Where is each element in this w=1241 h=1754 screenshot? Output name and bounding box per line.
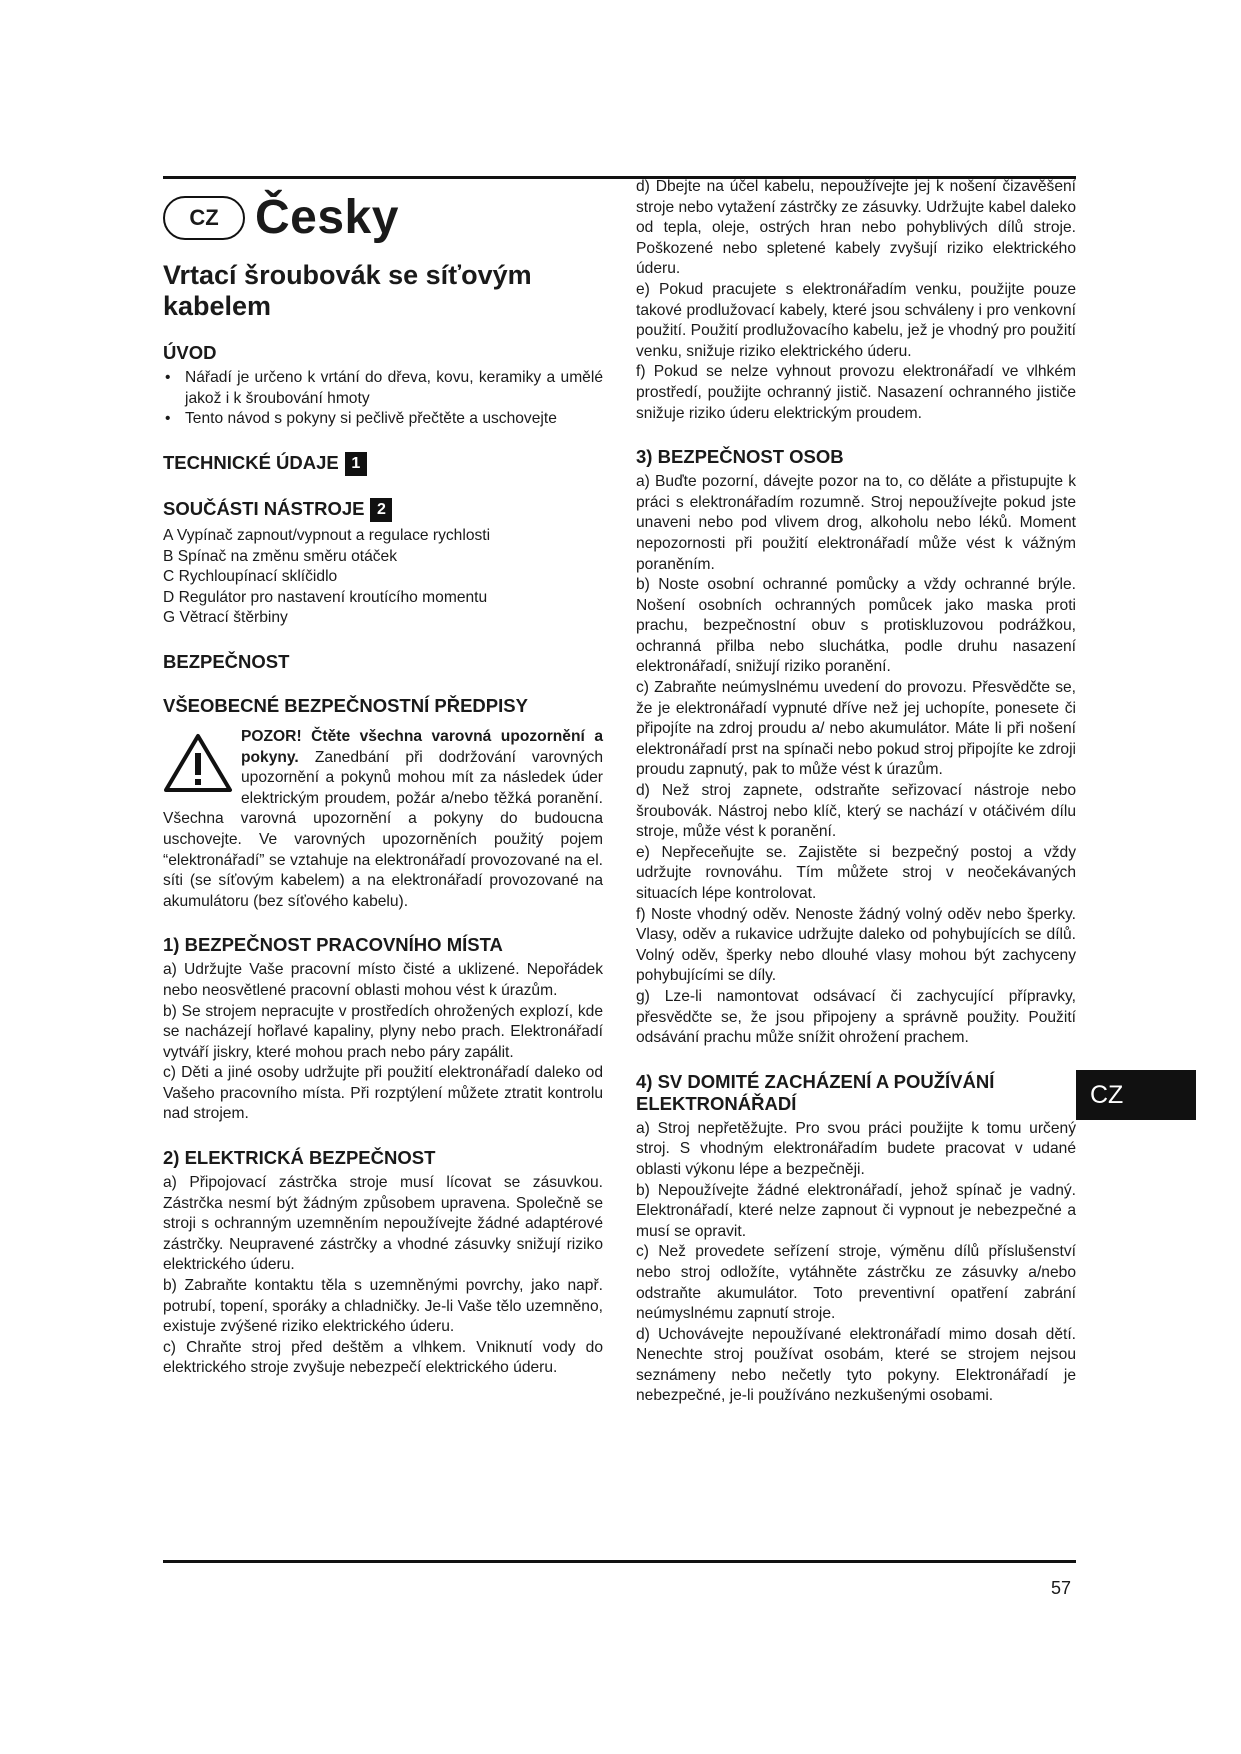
section-parts [163, 498, 603, 629]
list-item: C Rychloupínací sklíčidlo [163, 568, 338, 586]
list-item: B Spínač na změnu směru otáček [163, 547, 398, 565]
paragraph: b) Zabraňte kontaktu těla s uzemněnými povrchy, jako např. potrubí, topení, sporáky a chladničky. Je-li Vaše tělo uzemněno, existuje zvýšené riziko elektrického úderu. [163, 1277, 603, 1336]
paragraph: c) Než provedete seřízení stroje, výměnu dílů příslušenství nebo stroj odložíte, vytáhněte zástrčku ze zásuvky a/nebo odstraňte akumulátor. Toto preventivní opatření zabrání neúmyslnému zapnutí stroje. [636, 1243, 1076, 1323]
language-header [163, 190, 603, 246]
s3-heading: 3) BEZPEČNOST OSOB [636, 446, 844, 468]
section-1 [163, 934, 603, 1125]
bottom-rule [163, 1560, 1076, 1563]
paragraph: a) Stroj nepřetěžujte. Pro svou práci použijte k tomu určený stroj. S vhodným elektronářadím budete pracovat v udané oblasti výkonu lépe a bezpečněji. [636, 1119, 1076, 1178]
warning-block [163, 727, 603, 912]
uvod-heading: ÚVOD [163, 342, 217, 363]
section-2-continued [636, 177, 1076, 424]
section-4 [636, 1071, 1076, 1407]
parts-heading-text: SOUČÁSTI NÁSTROJE [163, 497, 365, 519]
section-tech [163, 452, 603, 476]
paragraph: g) Lze-li namontovat odsávací či zachycující přípravky, přesvědčte se, že jsou připojeny a správně použity. Použití odsávání prachu může snížit ohrožení prachem. [636, 987, 1076, 1047]
list-item: D Regulátor pro nastavení kroutícího momentu [163, 588, 488, 606]
warning-bold: POZOR! Čtěte všechna varovná upozornění a pokyny. [241, 727, 603, 766]
page-number: 57 [1050, 1578, 1071, 1598]
document-title: Vrtací šroubovák se síťovým kabelem [163, 260, 532, 321]
list-item: • Nářadí je určeno k vrtání do dřeva, kovu, keramiky a umělé jakož i k šroubování hmoty [163, 368, 603, 409]
language-title: Česky [255, 191, 399, 244]
uvod-list [163, 368, 603, 430]
s2-heading: 2) ELEKTRICKÁ BEZPEČNOST [163, 1147, 436, 1169]
paragraph: c) Chraňte stroj před deštěm a vlhkem. Vniknutí vody do elektrického stroje zvyšuje nebezpečí elektrického úderu. [163, 1338, 603, 1377]
paragraph: d) Dbejte na účel kabelu, nepoužívejte jej k nošení čizavěšení stroje nebo vytažení zástrčky ze zásuvky. Udržujte kabel daleko od tepla, oleje, ostrých hran nebo pohyblivých dílů stroje. Poškozené nebo spletené kabely zvyšují riziko elektrického úderu. [636, 178, 1077, 278]
figure-ref-2: 2 [370, 498, 392, 522]
warning-body: Zanedbání při dodržování varovných upozornění a pokynů mohou mít za následek úder elektrickým proudem, požár a/nebo těžká poranění. Všechna varovná upozornění a pokyny do budoucna uschovejte. Ve varovných upozorněních použitý pojem “elektronářadí” se vztahuje na elektronářadí provozované na el. síti (se síťovým kabelem) a na elektronářadí provozované na akumulátoru (bez síťového kabelu). [163, 748, 603, 910]
paragraph: e) Pokud pracujete s elektronářadím venku, použijte pouze takové prodlužovací kabely, které jsou schváleny i pro venkovní použití. Použití prodlužovacího kabelu, jež je vhodný pro použití venku, snižuje riziko elektrického úderu. [636, 280, 1076, 360]
paragraph: a) Udržujte Vaše pracovní místo čisté a uklizené. Nepořádek nebo neosvětlené pracovní oblasti mohou vést k úrazům. [163, 961, 603, 999]
right-column [636, 177, 1076, 1429]
section-uvod [163, 342, 603, 430]
paragraph: d) Uchovávejte nepoužívané elektronářadí mimo dosah dětí. Nenechte stroj používat osobám, které se strojem nejsou seznámeny nebo nečetly tyto pokyny. Elektronářadí je nebezpečné, je-li používáno nezkušenými osobami. [636, 1325, 1076, 1405]
paragraph: b) Se strojem nepracujte v prostředích ohrožených explozí, kde se nacházejí hořlavé kapaliny, plyny nebo prach. Elektronářadí vytváří jiskry, které mohou prach nebo páry zapálit. [163, 1002, 603, 1061]
paragraph: b) Noste osobní ochranné pomůcky a vždy ochranné brýle. Nošení osobních ochranných pomůcek jako maska proti prachu, bezpečnostní obuv s protiskluzovou podrážkou, ochranná přilba nebo sluchátka, podle druhu nasazení elektronářadí, snižují riziko poranění. [636, 576, 1076, 676]
parts-heading [163, 498, 603, 522]
figure-ref-1: 1 [345, 452, 367, 476]
section-general [163, 695, 603, 912]
paragraph: d) Než stroj zapnete, odstraňte seřizovací nástroje nebo šroubovák. Nástroj nebo klíč, který se nachází v otáčivém dílu stroje, může vést k poranění. [636, 782, 1076, 841]
section-3 [636, 446, 1076, 1049]
language-code-badge: CZ [163, 196, 245, 240]
paragraph: e) Nepřeceňujte se. Zajistěte si bezpečný postoj a vždy udržujte rovnováhu. Tím můžete stroj v neočekávaných situacích lépe kontrolovat. [636, 843, 1076, 902]
section-safety [163, 651, 603, 673]
tech-heading-text: TECHNICKÉ ÚDAJE [163, 451, 339, 473]
language-side-tab: CZ [1076, 1070, 1196, 1120]
paragraph: b) Nepoužívejte žádné elektronářadí, jehož spínač je vadný. Elektronářadí, které nelze zapnout či vypnout je nebezpečné a musí se opravit. [636, 1181, 1076, 1240]
list-item: G Větrací štěrbiny [163, 609, 288, 627]
list-item: A Vypínač zapnout/vypnout a regulace rychlosti [163, 527, 491, 544]
paragraph: c) Děti a jiné osoby udržujte při použití elektronářadí daleko od Vašeho pracovního místa. Při rozptýlení můžete ztratit kontrolu nad strojem. [163, 1064, 603, 1123]
left-column [163, 190, 603, 1401]
paragraph: c) Zabraňte neúmyslnému uvedení do provozu. Přesvědčte se, že je elektronářadí vypnuté dříve než jej uchopíte, ponesete či připojíte na zdroj proudu a/ nebo akumulátor. Máte li při nošení elektronářadí prst na spínači nebo pokud stroj připojíte ke zdroji proudu zapnutý, pak to může vést k úrazům. [636, 679, 1076, 779]
section-2 [163, 1147, 603, 1379]
paragraph: a) Připojovací zástrčka stroje musí lícovat se zásuvkou. Zástrčka nesmí být žádným způsobem upravena. Společně se stroji s ochranným uzemněním nepoužívejte žádné adaptérové zástrčky. Neupravené zástrčky a vhodné zásuvky snižují riziko elektrického úderu. [163, 1174, 603, 1274]
paragraph: a) Buďte pozorní, dávejte pozor na to, co děláte a přistupujte k práci s elektronářadím rozumně. Stroj nepoužívejte pokud jste unaveni nebo pod vlivem drog, alkoholu nebo léků. Moment nepozornosti při použití elektronářadí může vést k vážným poraněním. [636, 473, 1076, 573]
general-heading: VŠEOBECNÉ BEZPEČNOSTNÍ PŘEDPISY [163, 694, 528, 716]
list-item: • Tento návod s pokyny si pečlivě přečtěte a uschovejte [163, 409, 603, 430]
safety-heading: BEZPEČNOST [163, 650, 290, 672]
tech-heading [163, 452, 603, 476]
paragraph: f) Pokud se nelze vyhnout provozu elektronářadí ve vlhkém prostředí, použijte ochranný jistič. Nasazení ochranného jističe snižuje riziko úderu elektrickým proudem. [636, 363, 1076, 422]
s1-heading: 1) BEZPEČNOST PRACOVNÍHO MÍSTA [163, 934, 503, 956]
paragraph: f) Noste vhodný oděv. Nenoste žádný volný oděv nebo šperky. Vlasy, oděv a rukavice udržujte daleko od pohybujících se dílů. Volný oděv, šperky nebo dlouhé vlasy mohou být zachyceny pohybujícími se díly. [636, 905, 1076, 985]
s4-heading: 4) SV DOMITÉ ZACHÁZENÍ A POUŽÍVÁNÍ ELEKTRONÁŘADÍ [636, 1070, 995, 1114]
warning-triangle-icon [163, 733, 233, 793]
